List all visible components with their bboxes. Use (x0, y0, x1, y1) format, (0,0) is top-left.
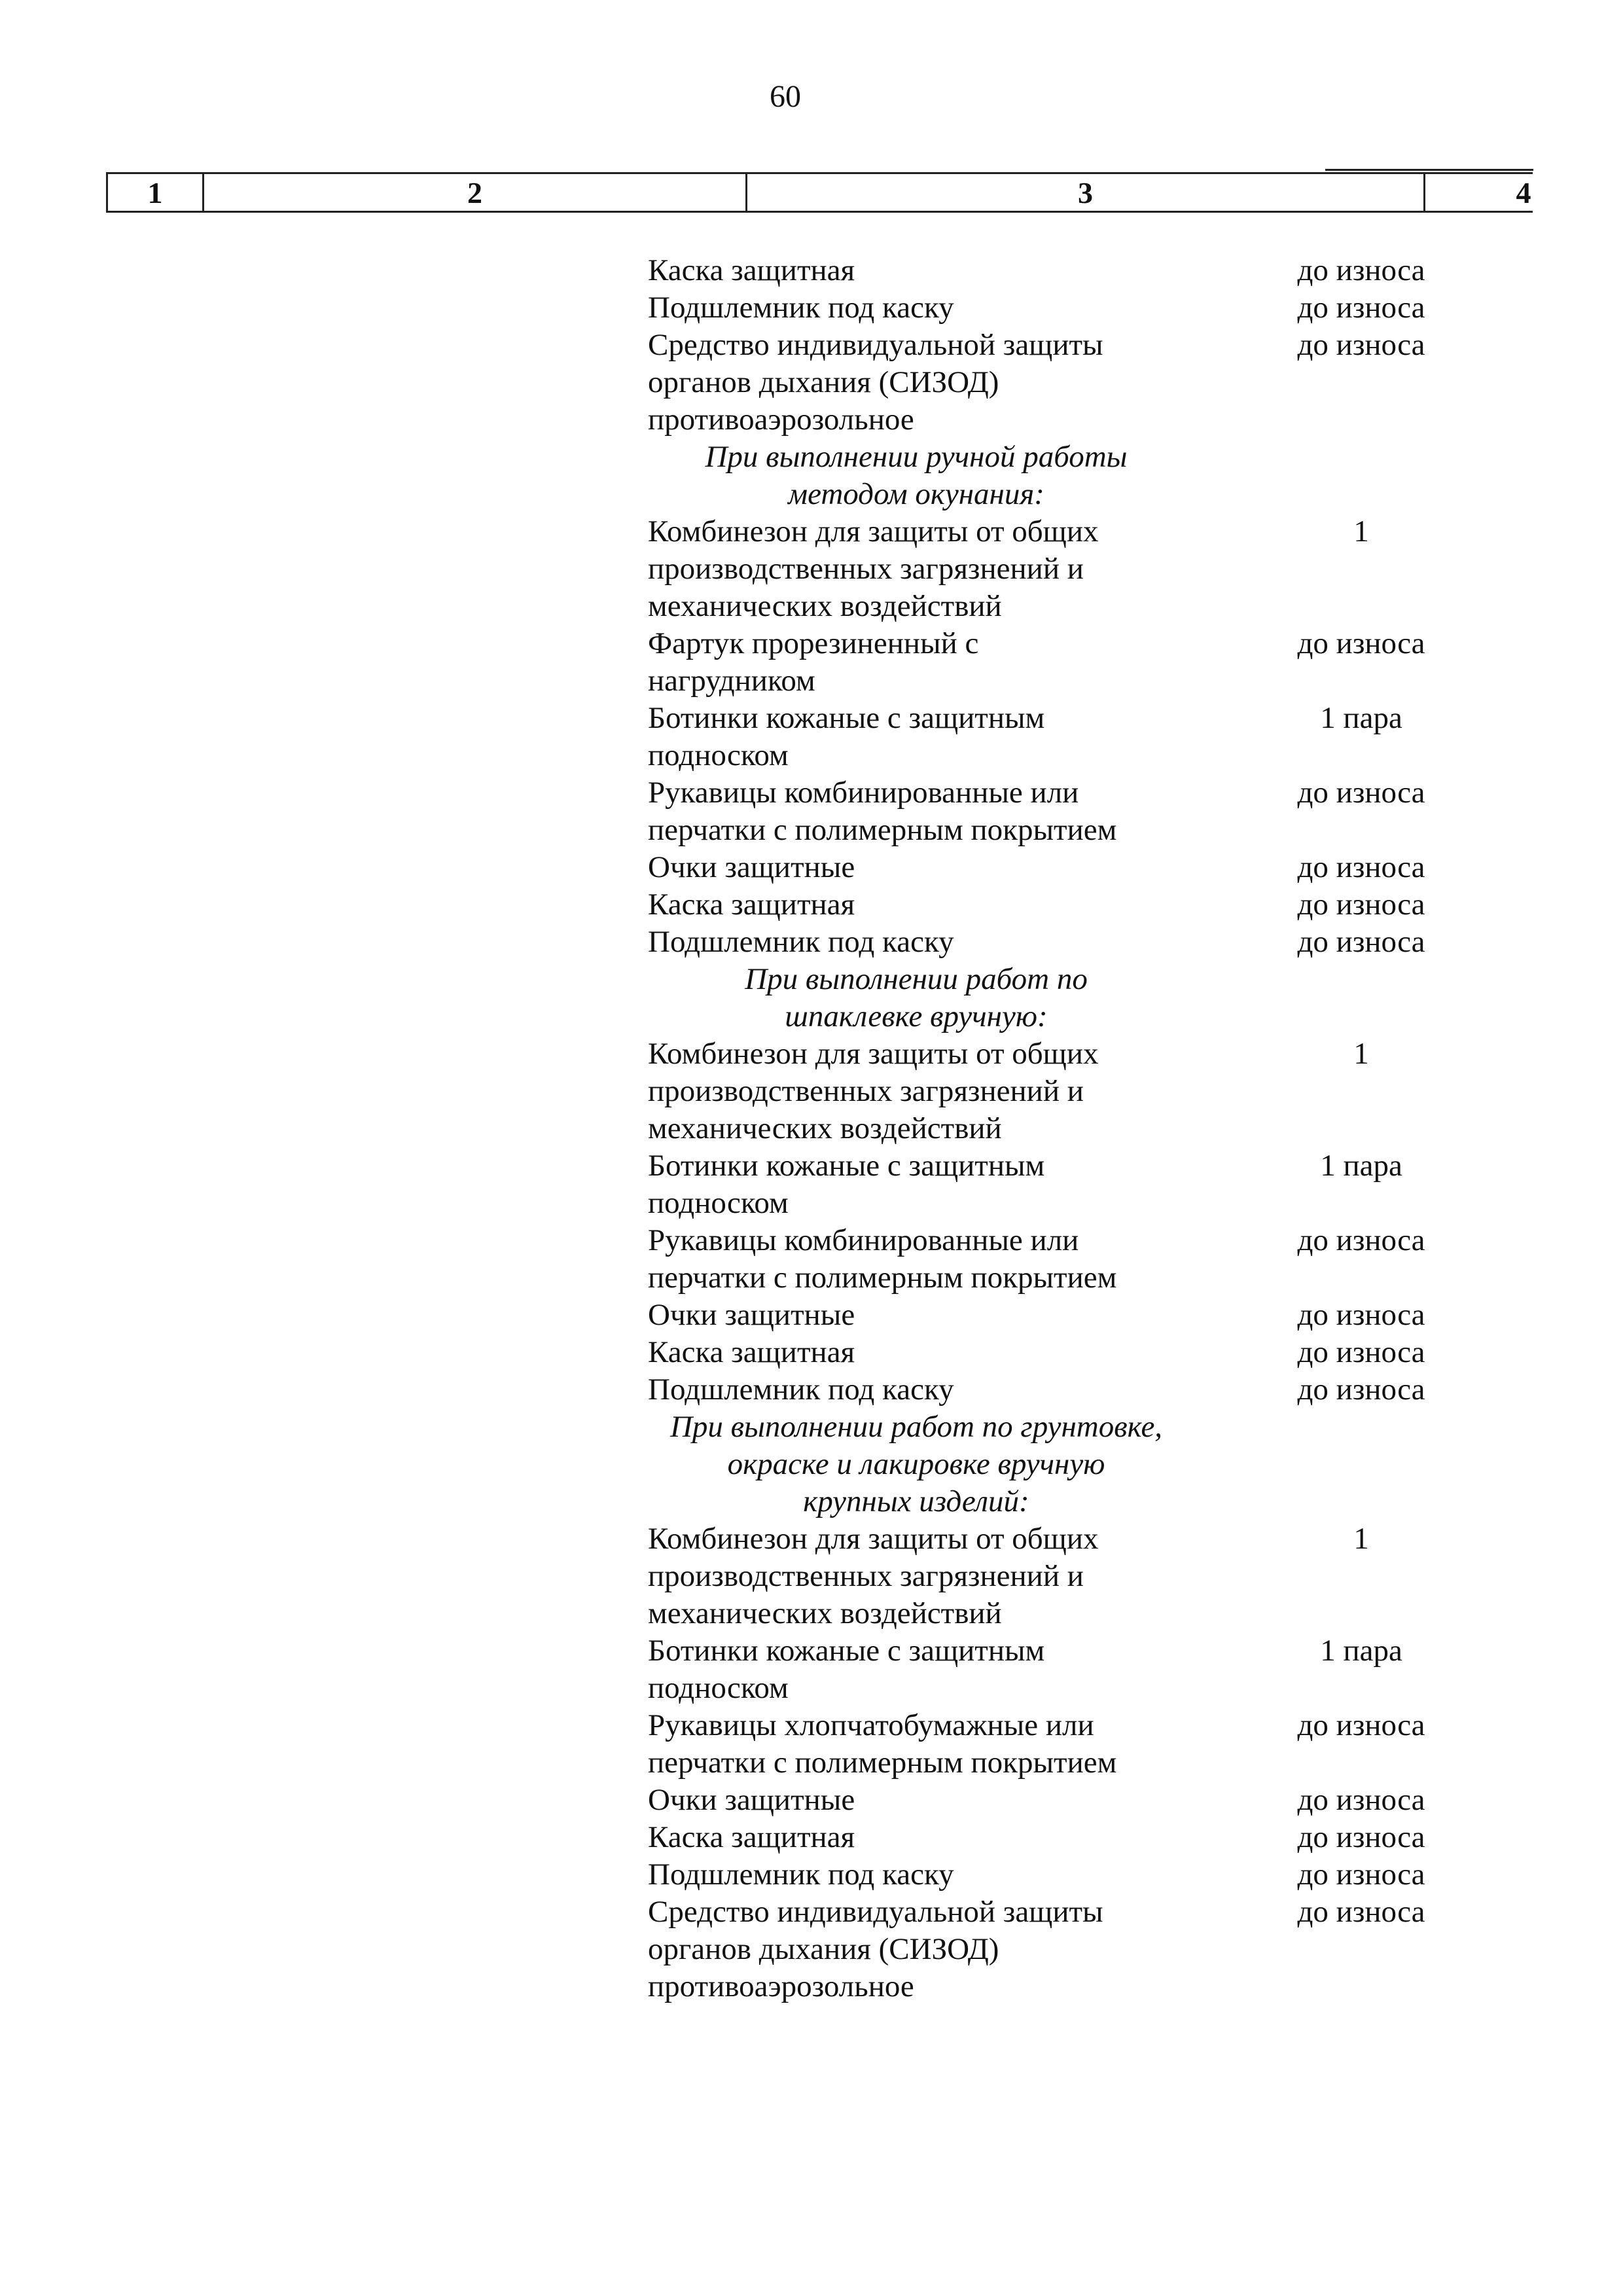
section-heading: При выполнении работ по грунтовке, окраске и лакировке вручную крупных изделий: (669, 1410, 1163, 1518)
header-top-line (1325, 169, 1533, 171)
item-name: Каска защитная (648, 1335, 855, 1369)
table-row (648, 1222, 1538, 1297)
table-row (648, 886, 1538, 924)
item-name: Очки защитные (648, 850, 855, 884)
table-row (648, 1893, 1538, 2005)
item-name: Подшлемник под каску (648, 925, 954, 959)
ppe-list (648, 252, 1538, 2005)
item-name: Рукавицы хлопчатобумажные или перчатки с полимерным покрытием (648, 1708, 1117, 1780)
item-name: Фартук прорезиненный с нагрудником (648, 626, 979, 698)
item-quantity: до износа (1297, 850, 1425, 884)
item-name: Ботинки кожаные с защитным подноском (648, 1149, 1045, 1220)
table-row (648, 700, 1538, 774)
table-row (648, 1819, 1538, 1856)
item-quantity: 1 (1353, 514, 1369, 548)
item-quantity: до износа (1297, 1372, 1425, 1407)
item-quantity: 1 пара (1320, 1149, 1402, 1183)
table-row (648, 1856, 1538, 1893)
item-quantity: до износа (1297, 1298, 1425, 1332)
item-name: Средство индивидуальной защиты органов дыхания (СИЗОД) противоаэрозольное (648, 328, 1103, 437)
item-name: Подшлемник под каску (648, 291, 954, 325)
item-name: Комбинезон для защиты от общих производственных загрязнений и механических воздействий (648, 1522, 1099, 1630)
table-row (648, 327, 1538, 439)
item-name: Комбинезон для защиты от общих производственных загрязнений и механических воздействий (648, 514, 1099, 623)
item-quantity: до износа (1297, 253, 1425, 287)
item-name: Очки защитные (648, 1298, 855, 1332)
item-quantity: до износа (1297, 1223, 1425, 1257)
section-heading: При выполнении ручной работы методом окунания: (705, 440, 1128, 511)
item-name: Ботинки кожаные с защитным подноском (648, 1634, 1045, 1705)
table-row (648, 1035, 1538, 1147)
item-name: Каска защитная (648, 253, 855, 287)
header-col-2: 2 (204, 174, 747, 211)
header-col-3: 3 (747, 174, 1425, 211)
item-quantity: до износа (1297, 1335, 1425, 1369)
table-row (648, 1520, 1538, 1632)
item-name: Ботинки кожаные с защитным подноском (648, 701, 1045, 772)
item-quantity: 1 (1353, 1037, 1369, 1071)
item-name: Подшлемник под каску (648, 1857, 954, 1892)
table-row (648, 1632, 1538, 1707)
item-name: Средство индивидуальной защиты органов дыхания (СИЗОД) противоаэрозольное (648, 1895, 1103, 2003)
item-name: Рукавицы комбинированные или перчатки с полимерным покрытием (648, 1223, 1117, 1295)
table-row (648, 774, 1538, 849)
item-quantity: до износа (1297, 925, 1425, 959)
item-quantity: до износа (1297, 1820, 1425, 1854)
table-row (648, 849, 1538, 886)
header-col-1: 1 (108, 174, 204, 211)
table-row (648, 1782, 1538, 1819)
item-quantity: до износа (1297, 888, 1425, 922)
table-row (648, 1147, 1538, 1222)
item-quantity: 1 (1353, 1522, 1369, 1556)
item-quantity: до износа (1297, 328, 1425, 362)
table-row (648, 924, 1538, 961)
table-row (648, 252, 1538, 289)
item-name: Комбинезон для защиты от общих производственных загрязнений и механических воздействий (648, 1037, 1099, 1145)
item-quantity: до износа (1297, 626, 1425, 660)
item-quantity: до износа (1297, 1895, 1425, 1929)
item-quantity: до износа (1297, 1783, 1425, 1817)
item-name: Рукавицы комбинированные или перчатки с полимерным покрытием (648, 776, 1117, 847)
item-quantity: 1 пара (1320, 701, 1402, 735)
table-row (648, 1297, 1538, 1334)
item-quantity: 1 пара (1320, 1634, 1402, 1668)
item-quantity: до износа (1297, 1857, 1425, 1892)
table-row (648, 1371, 1538, 1408)
table-row (648, 625, 1538, 700)
table-header (106, 172, 1533, 213)
header-col-4: 4 (1516, 175, 1531, 209)
item-quantity: до износа (1297, 1708, 1425, 1742)
table-row (648, 1334, 1538, 1371)
item-quantity: до износа (1297, 291, 1425, 325)
item-name: Каска защитная (648, 888, 855, 922)
item-name: Подшлемник под каску (648, 1372, 954, 1407)
table-row (648, 289, 1538, 327)
item-name: Очки защитные (648, 1783, 855, 1817)
section-heading: При выполнении работ по шпаклевке вручную: (745, 962, 1088, 1033)
item-name: Каска защитная (648, 1820, 855, 1854)
table-row (648, 513, 1538, 625)
table-row (648, 1707, 1538, 1782)
item-quantity: до износа (1297, 776, 1425, 810)
page-number: 60 (770, 79, 801, 114)
